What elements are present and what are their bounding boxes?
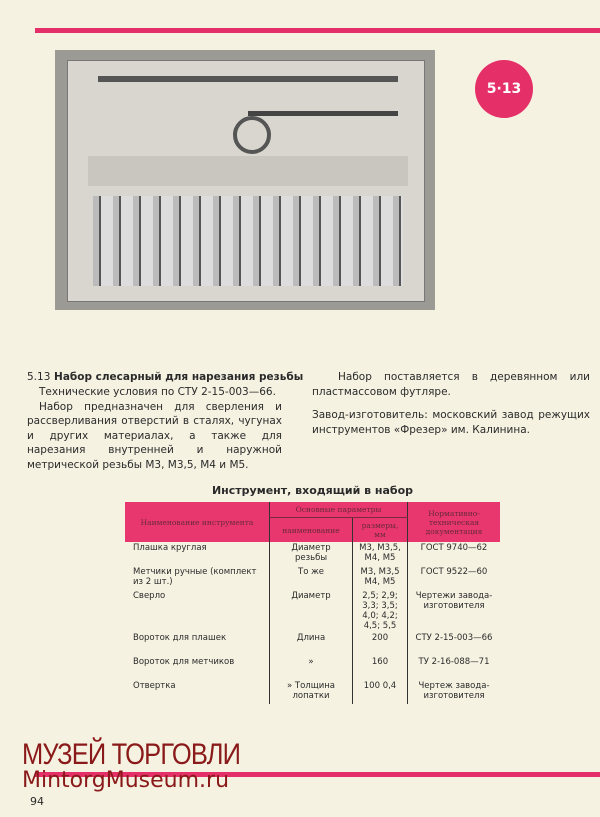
col-header-param-size: размеры, мм xyxy=(353,518,408,543)
cell-name: Плашка круглая xyxy=(133,543,207,553)
instrument-table xyxy=(125,502,500,704)
cell-param: Диаметр xyxy=(270,590,353,632)
cell-size: 160 xyxy=(353,656,408,680)
cell-name: Отвертка xyxy=(133,681,176,691)
col-header-params: Основные параметры xyxy=(270,502,408,518)
cell-size: 2,5; 2,9; 3,3; 3,5; 4,0; 4,2; 4,5; 5,5 xyxy=(353,590,408,632)
cell-doc: СТУ 2-15-003—66 xyxy=(408,632,501,656)
cell-doc: ГОСТ 9740—62 xyxy=(408,542,501,566)
cell-doc: ГОСТ 9522—60 xyxy=(408,566,501,590)
tool-tray xyxy=(67,60,425,302)
cell-doc: ТУ 2-16-088—71 xyxy=(408,656,501,680)
watermark-title: МУЗЕЙ ТОРГОВЛИ xyxy=(22,738,241,771)
table-row xyxy=(125,680,500,704)
section-badge: 5·13 xyxy=(475,60,533,118)
cell-name: Метчики ручные (комплект из 2 шт.) xyxy=(133,567,257,587)
table-row xyxy=(125,656,500,680)
page-number: 94 xyxy=(30,795,44,808)
right-column xyxy=(312,370,590,437)
cell-name: Сверло xyxy=(133,591,166,601)
cell-doc: Чертежи завода-изготовителя xyxy=(408,590,501,632)
section-heading: 5.13 Набор слесарный для нарезания резьбы xyxy=(27,371,304,383)
table-row xyxy=(125,590,500,632)
cell-size: М3, М3,5 М4, М5 xyxy=(353,566,408,590)
col-header-doc: Нормативно-техническая документация xyxy=(408,502,501,542)
table-row xyxy=(125,542,500,566)
cell-size: М3, М3,5, М4, М5 xyxy=(353,542,408,566)
paragraph: Набор предназначен для сверления и рассверливания отверстий в сталях, чугунах и других материалах, а также для нарезания внутренней и наружной метрической резьбы М3, М3,5, М4 и М5. xyxy=(27,400,282,471)
cell-param: » xyxy=(270,656,353,680)
table-row xyxy=(125,632,500,656)
cell-name: Вороток для плашек xyxy=(133,633,227,643)
cell-doc: Чертеж завода-изготовителя xyxy=(408,680,501,704)
cell-param: » Толщина лопатки xyxy=(270,680,353,704)
paragraph: Технические условия по СТУ 2-15-003—66. xyxy=(39,386,276,398)
watermark-url: MintorgMuseum.ru xyxy=(22,768,230,793)
cell-param: То же xyxy=(270,566,353,590)
cell-size: 200 xyxy=(353,632,408,656)
paragraph: Набор поставляется в деревянном или пластмассовом футляре. xyxy=(312,371,590,398)
cell-param: Диаметр резьбы xyxy=(270,542,353,566)
table-title: Инструмент, входящий в набор xyxy=(211,484,414,497)
product-photo xyxy=(55,50,435,310)
col-header-param-name: наименование xyxy=(270,518,353,543)
cell-size: 100 0,4 xyxy=(353,680,408,704)
top-rule xyxy=(35,28,600,33)
cell-name: Вороток для метчиков xyxy=(133,657,235,667)
cell-param: Длина xyxy=(270,632,353,656)
col-header-name: Наименование инструмента xyxy=(125,502,270,542)
paragraph: Завод-изготовитель: московский завод режущих инструментов «Фрезер» им. Калинина. xyxy=(312,409,590,436)
left-column xyxy=(27,385,282,472)
table-row xyxy=(125,566,500,590)
